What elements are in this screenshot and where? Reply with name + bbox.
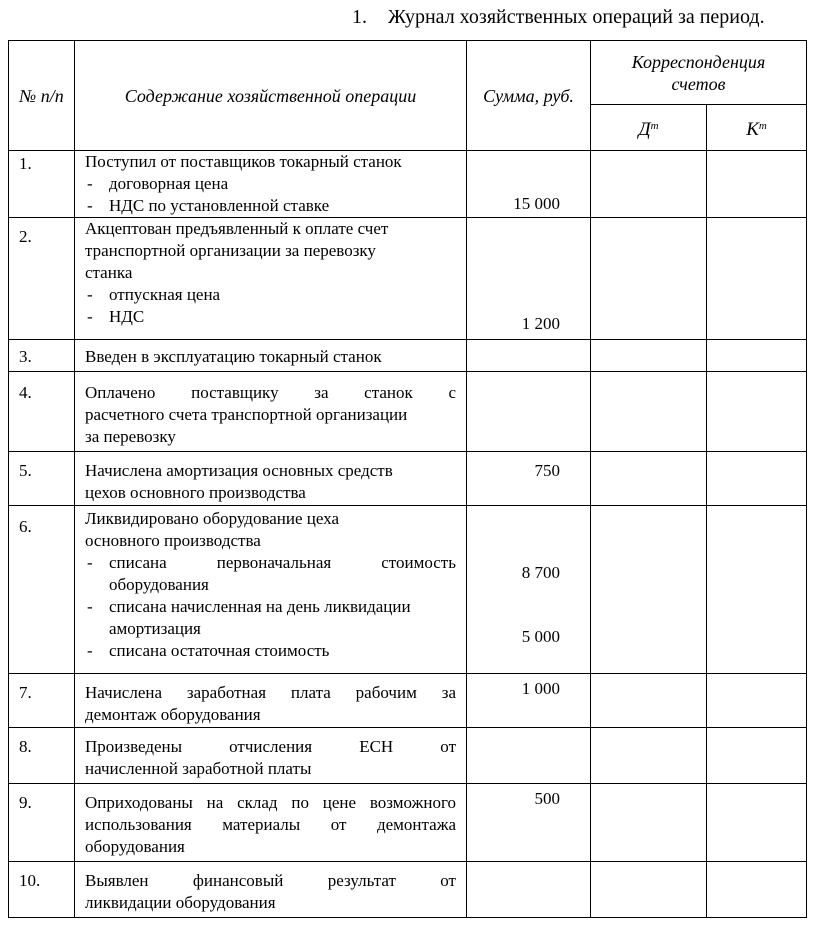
header-num: № п/п <box>9 41 75 151</box>
row-sum: 750 <box>467 452 591 506</box>
table-row <box>9 506 807 674</box>
header-sum: Сумма, руб. <box>467 41 591 151</box>
row-sum <box>467 728 591 784</box>
row-description: Поступил от поставщиков токарный станок - договорная цена - НДС по установленной ставке <box>75 151 467 218</box>
header-debit: $Д^т$ <box>591 105 707 151</box>
row-debit <box>591 340 707 372</box>
row-sum: 1 200 <box>467 218 591 340</box>
table-row <box>9 674 807 728</box>
row-number: 7. <box>9 674 75 728</box>
row-credit <box>707 862 807 918</box>
row-credit <box>707 728 807 784</box>
table-row <box>9 862 807 918</box>
table-row <box>9 340 807 372</box>
row-number: 5. <box>9 452 75 506</box>
row-number: 4. <box>9 372 75 452</box>
header-row-top <box>9 41 807 105</box>
row-credit <box>707 506 807 674</box>
row-description: Произведены отчисления ЕСН от начисленной заработной платы <box>75 728 467 784</box>
table-row <box>9 728 807 784</box>
row-debit <box>591 728 707 784</box>
row-sum <box>467 372 591 452</box>
row-number: 8. <box>9 728 75 784</box>
header-correspondence: Корреспонденция счетов <box>591 41 807 105</box>
row-debit <box>591 372 707 452</box>
title-number: 1. <box>352 6 367 28</box>
row-description: Акцептован предъявленный к оплате счет транспортной организации за перевозку станка - отпускная цена - НДС <box>75 218 467 340</box>
row-credit <box>707 784 807 862</box>
row-number: 3. <box>9 340 75 372</box>
row-description: Ликвидировано оборудование цеха основного производства - списана первоначальная стоимость оборудования - списана начисленная на день ликвидации амортизация - списана остаточная стоимость <box>75 506 467 674</box>
row-sum <box>467 340 591 372</box>
row-debit <box>591 674 707 728</box>
row-number: 2. <box>9 218 75 340</box>
title-text: Журнал хозяйственных операций за период. <box>388 6 765 28</box>
row-number: 1. <box>9 151 75 218</box>
row-credit <box>707 372 807 452</box>
row-sum: 8 700 5 000 <box>467 506 591 674</box>
row-sum: 1 000 <box>467 674 591 728</box>
row-debit <box>591 506 707 674</box>
table-row <box>9 218 807 340</box>
row-debit <box>591 452 707 506</box>
row-debit <box>591 784 707 862</box>
row-sum <box>467 862 591 918</box>
row-description: Оприходованы на склад по цене возможного использования материалы от демонтажа оборудования <box>75 784 467 862</box>
table-row <box>9 151 807 218</box>
row-credit <box>707 452 807 506</box>
row-description: Оплачено поставщику за станок с расчетного счета транспортной организации за перевозку <box>75 372 467 452</box>
row-sum: 15 000 <box>467 151 591 218</box>
row-number: 9. <box>9 784 75 862</box>
journal-title <box>352 6 816 29</box>
row-debit <box>591 151 707 218</box>
row-credit <box>707 151 807 218</box>
row-number: 10. <box>9 862 75 918</box>
table-row <box>9 452 807 506</box>
header-description: Содержание хозяйственной операции <box>75 41 467 151</box>
row-description: Начислена заработная плата рабочим за демонтаж оборудования <box>75 674 467 728</box>
row-credit <box>707 674 807 728</box>
table-row <box>9 372 807 452</box>
row-description: Введен в эксплуатацию токарный станок <box>75 340 467 372</box>
row-debit <box>591 862 707 918</box>
row-sum: 500 <box>467 784 591 862</box>
header-credit: $К^т$ <box>707 105 807 151</box>
row-credit <box>707 340 807 372</box>
row-credit <box>707 218 807 340</box>
row-description: Начислена амортизация основных средств цехов основного производства <box>75 452 467 506</box>
operations-table <box>8 40 807 918</box>
row-description: Выявлен финансовый результат от ликвидации оборудования <box>75 862 467 918</box>
row-debit <box>591 218 707 340</box>
row-number: 6. <box>9 506 75 674</box>
table-row <box>9 784 807 862</box>
